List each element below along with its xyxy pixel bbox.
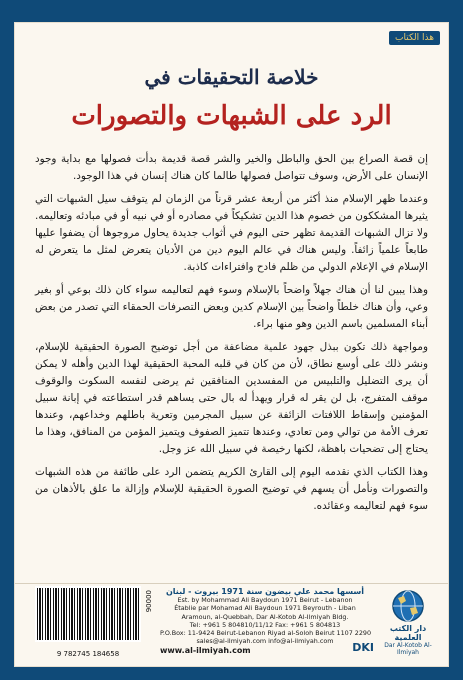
title-line-1: خلاصة التحقيقات في bbox=[144, 65, 319, 89]
paragraph-4: ومواجهة ذلك تكون ببذل جهود علمية مضاعفة من أجل توضيح الصورة الحقيقية للإسلام، ونشر ذلك على أوسع نطاق، لأن من كان في قلبه المحبة الحقيقية لهذا الدين وأهله لا يمكن أن يرى التضليل والتلبيس من المفسدين المنافقين ثم يرضى لنفسه السكوت والوقوف موقف المتفرج، بل لن يقر له قرار ويهدأ له بال حتى يساهم قدر استطاعته في إبانة سبيل المؤمنين وإسقاط اللافتات الزائفة عن سبيل المجرمين وتعرية باطلهم وخداعهم، وعندها تعرف الأمة من توالي ومن تعادي، وعندها تتميز الصفوف ويتميز المؤمن من المنافق، وهذا ما يحتاج إلى تضحيات باهظة، لكنها رخيصة في سبيل الله عز وجل. bbox=[35, 341, 428, 455]
publisher-logo bbox=[378, 588, 438, 656]
publisher-website: www.al-ilmiyah.com bbox=[160, 646, 251, 656]
barcode bbox=[35, 586, 141, 658]
publisher-line-5: P.O.Box: 11-9424 Beirut-Lebanon Riyad al-Soloh Beirut 1107 2290 bbox=[160, 629, 372, 638]
publisher-line-2: Établie par Mohamad Ali Baydoun 1971 Beyrouth - Liban bbox=[174, 604, 356, 613]
publisher-line-4: Tel: +961 5 804810/11/12 Fax: +961 5 804813 bbox=[189, 620, 341, 629]
publisher-line-3: Aramoun, al-Quebbah, Dar Al-Kotob Al-Ilmiyah Bldg. bbox=[181, 612, 349, 621]
cover-panel bbox=[14, 22, 449, 667]
globe-logo-icon bbox=[388, 588, 428, 624]
publisher-footer bbox=[15, 583, 448, 666]
section-tag: هذا الكتاب bbox=[389, 31, 440, 45]
publisher-name-english: Dar Al-Kotob Al-Ilmiyah bbox=[384, 642, 432, 656]
dki-wordmark: DKI bbox=[352, 641, 374, 654]
publisher-arabic: أسسها محمد علي بيضون سنة 1971 بيروت - لبنان bbox=[165, 587, 365, 596]
paragraph-5: وهذا الكتاب الذي نقدمه اليوم إلى القارئ الكريم يتضمن الرد على طائفة من هذه الشبهات والتصورات ونأمل أن يسهم في توضيح الصورة الحقيقية للإسلام وإزالة ما علق بالأذهان من سوء فهم لتعاليمه وعقائده. bbox=[35, 466, 428, 512]
blurb-text bbox=[35, 151, 428, 521]
paragraph-1: إن قصة الصراع بين الحق والباطل والخير والشر قصة قديمة بدأت فصولها مع بداية وجود الإنسان على الأرض، وسوف تتواصل فصولها طالما كان هناك إنسان في هذا الوجود. bbox=[35, 153, 428, 182]
paragraph-2: وعندما ظهر الإسلام منذ أكثر من أربعة عشر قرناً من الزمان لم يتوقف سيل الشبهات التي يثيرها المشككون من خصوم هذا الدين تشكيكاً في مصادره أو في نبيه أو في مبادئه وتعاليمه. ولا تزال الشبهات القديمة تظهر حتى اليوم في أثواب جديدة يحاول مروجوها أن يضفوا عليها طابعاً علمياً زائفاً. وليس هناك في عالم اليوم دين من الأديان يتعرض لمثل ما يتعرض له الإسلام في الإعلام الدولي من ظلم فادح وافتراءات كاذبة. bbox=[35, 193, 428, 273]
publisher-email: sales@al-ilmiyah.com info@al-ilmiyah.com bbox=[196, 637, 334, 646]
publisher-line-1: Est. by Mohammad Ali Baydoun 1971 Beirut - Lebanon bbox=[177, 596, 353, 605]
price-code: 90000 bbox=[145, 589, 153, 612]
publisher-info bbox=[160, 588, 370, 656]
barcode-digits: 9 782745 184658 bbox=[56, 650, 120, 658]
paragraph-3: وهذا يبين لنا أن هناك جهلاً واضحاً بالإسلام وسوء فهم لتعاليمه سواء كان ذلك بوعي أو بغير وعي، وأن هناك خلطاً واضحاً بين الإسلام كدين وبعض التصرفات الحمقاء التي تصدر من بعض أبناء المسلمين باسم الدين وهو منها براء. bbox=[35, 284, 428, 330]
title-line-2: الرد على الشبهات والتصورات bbox=[71, 101, 392, 131]
publisher-name-arabic: دار الكتب العلمية bbox=[389, 624, 427, 642]
barcode-bars bbox=[35, 586, 141, 642]
